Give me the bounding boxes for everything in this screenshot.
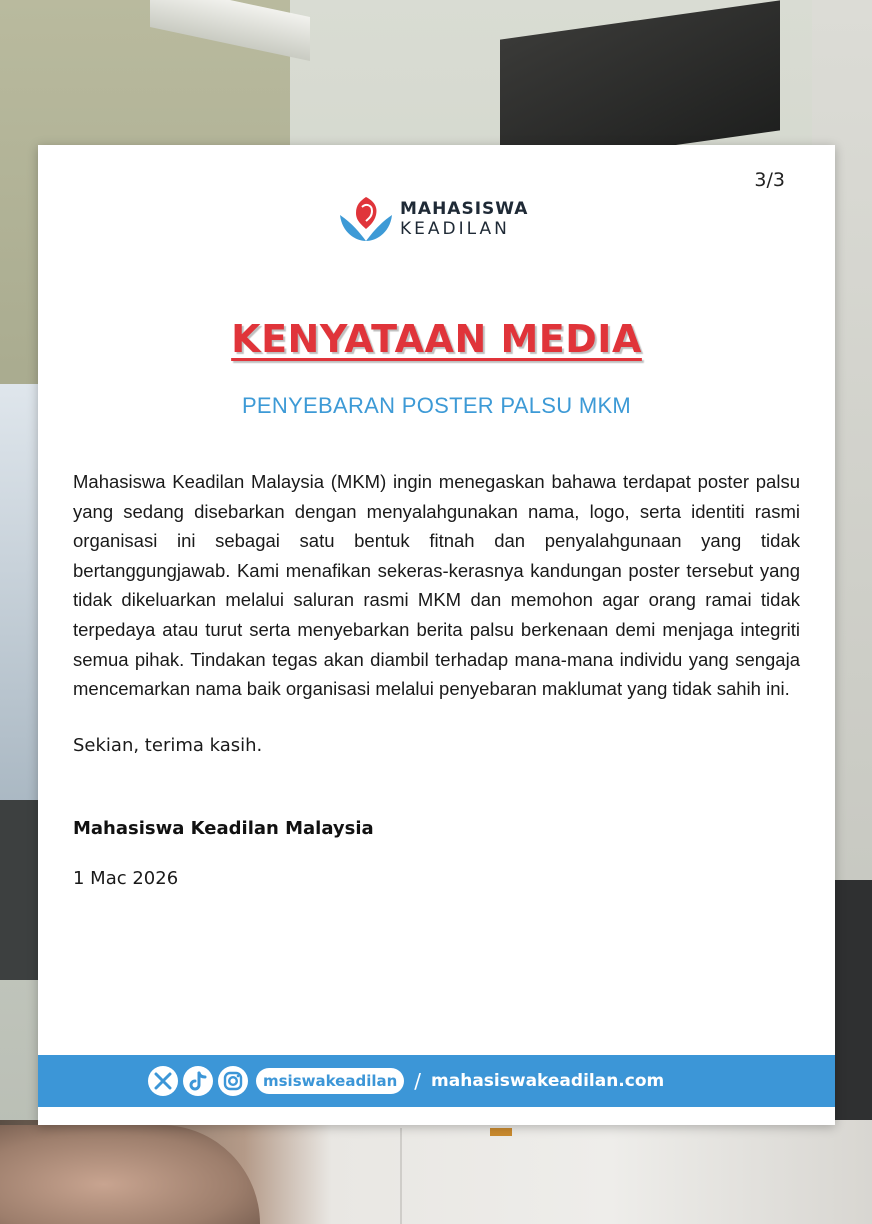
footer-bar (38, 1055, 835, 1107)
statement-body: Mahasiswa Keadilan Malaysia (MKM) ingin menegaskan bahawa terdapat poster palsu yang sedang disebarkan dengan menyalahgunakan nama, logo, serta identiti rasmi organisasi ini sebagai satu bentuk fitnah dan penyalahgunaan yang tidak bertanggungjawab. Kami menafikan sekeras-kerasnya kandungan poster tersebut yang tidak dikeluarkan melalui saluran rasmi MKM dan memohon agar orang ramai tidak terpedaya atau turut serta menyebarkan berita palsu berkenaan demi menjaga integriti semua pihak. Tindakan tegas akan diambil terhadap mana-mana individu yang sengaja mencemarkan nama baik organisasi melalui penyebaran maklumat yang tidak sahih ini. (73, 471, 800, 700)
statement-date: 1 Mac 2026 (73, 868, 179, 889)
background-shirt-tag (490, 1128, 512, 1136)
closing-line: Sekian, terima kasih. (73, 735, 263, 756)
social-handle[interactable]: msiswakeadilan (256, 1068, 404, 1094)
statement-subtitle: PENYEBARAN POSTER PALSU MKM (241, 393, 632, 418)
logo-line-1: MAHASISWA (400, 199, 529, 219)
statement-title: KENYATAAN MEDIA (231, 317, 642, 361)
logo-wordmark (400, 199, 528, 239)
logo-line-2: KEADILAN (400, 219, 510, 239)
footer-separator: / (414, 1069, 422, 1093)
logo-flower-icon (338, 193, 394, 245)
signatory: Mahasiswa Keadilan Malaysia (73, 818, 374, 839)
x-icon[interactable] (148, 1066, 178, 1096)
instagram-icon[interactable] (218, 1066, 248, 1096)
website-link[interactable]: mahasiswakeadilan.com (431, 1071, 665, 1091)
tiktok-icon[interactable] (183, 1066, 213, 1096)
background-shirt-placket (400, 1128, 402, 1224)
page-indicator: 3/3 (754, 169, 785, 191)
media-statement-card (38, 145, 835, 1125)
organization-logo (338, 193, 558, 245)
footer-contacts (148, 1065, 664, 1097)
